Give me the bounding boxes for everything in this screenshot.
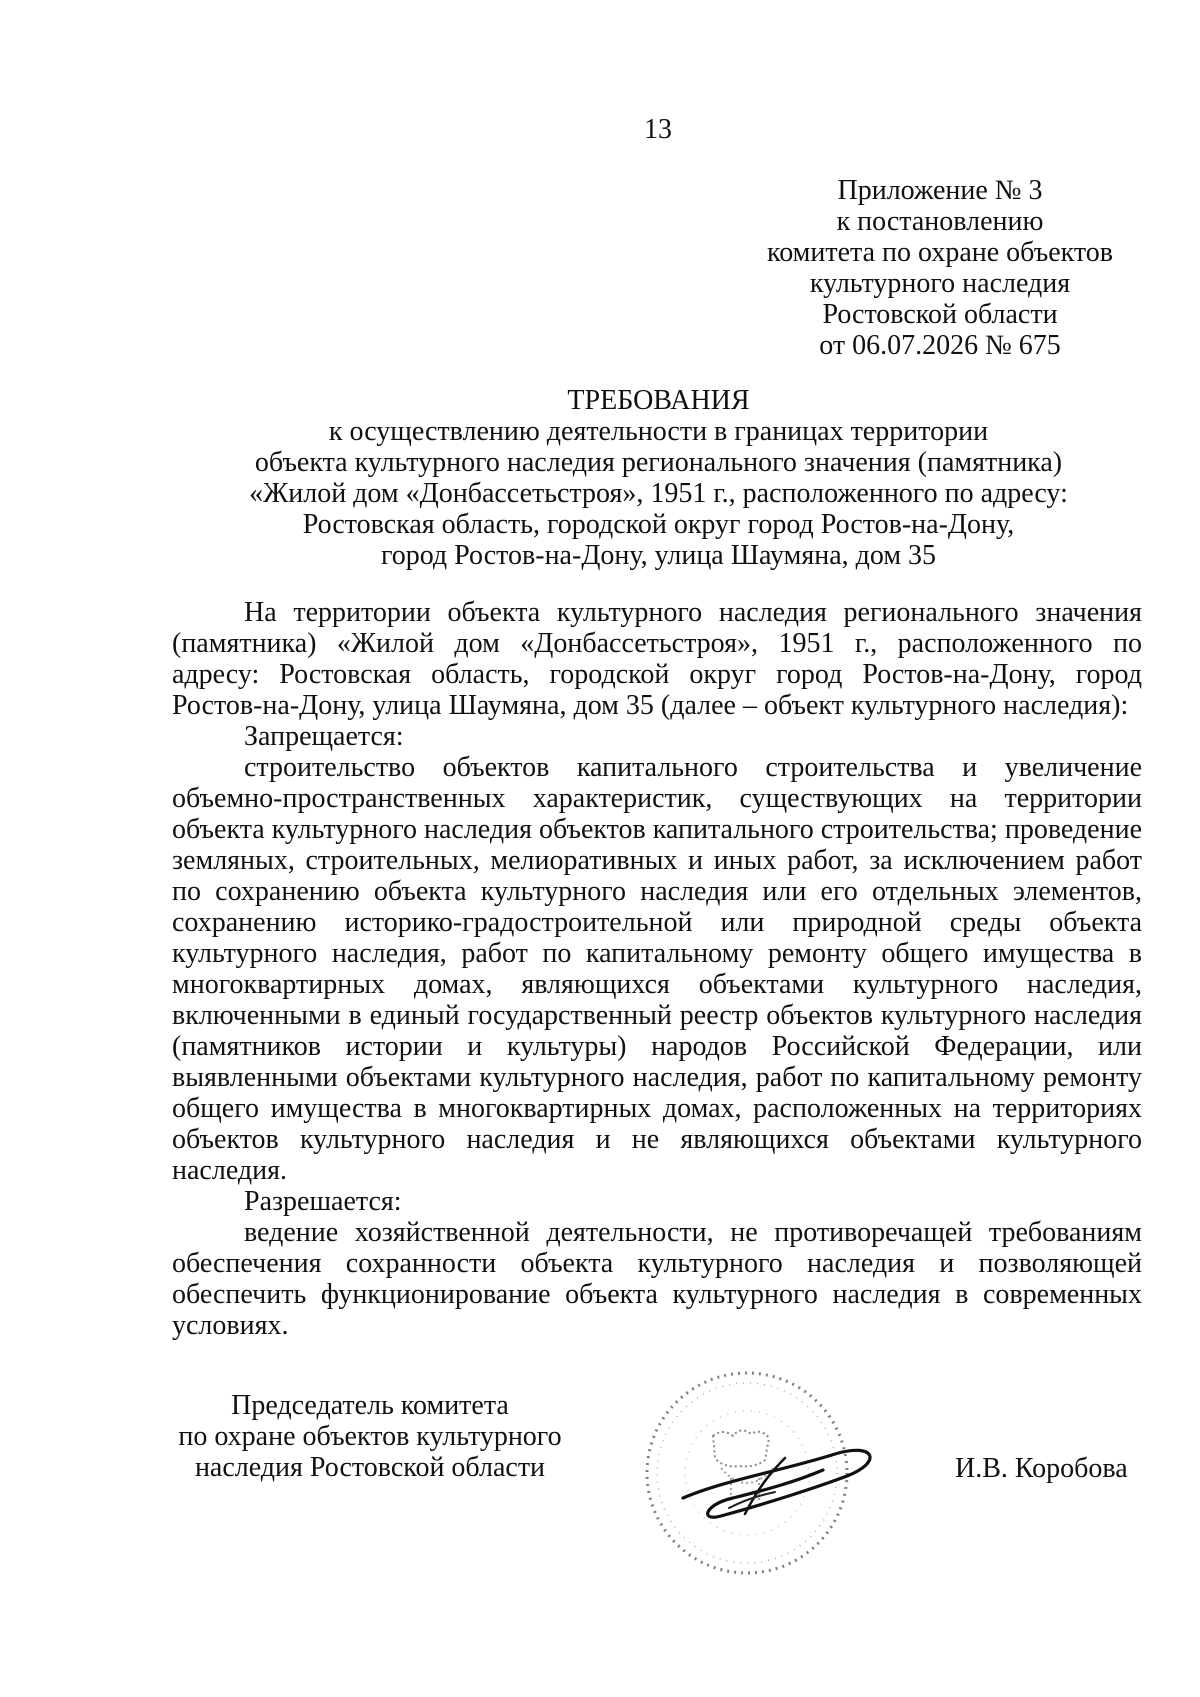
title-heading: ТРЕБОВАНИЯ: [567, 385, 750, 416]
page-number: 13: [644, 114, 672, 145]
document-body: [172, 597, 1142, 1341]
signatory-position: [140, 1390, 600, 1483]
handwritten-signature-icon: [683, 1450, 870, 1517]
body-paragraph: Запрещается:: [244, 721, 404, 752]
position-line: Председатель комитета: [231, 1390, 509, 1421]
title-line: объекта культурного наследия регионального значения (памятника): [254, 447, 1063, 478]
body-paragraph: На территории объекта культурного наследия регионального значения (памятника) «Жилой дом «Донбассетьстроя», 1951 г., расположенного по адресу: Ростовская область, городской округ город Ростов-на-Дону, город Ростов-на-Дону, улица Шаумяна, дом 35 (далее – объект культурного наследия):: [172, 597, 1142, 721]
appendix-line: от 06.07.2026 № 675: [819, 330, 1061, 361]
title-line: город Ростов-на-Дону, улица Шаумяна, дом 35: [380, 540, 937, 571]
body-paragraph: строительство объектов капитального строительства и увеличение объемно-пространственных характеристик, существующих на территории объекта культурного наследия объектов капитального строительства; проведение земляных, строительных, мелиоративных и иных работ, за исключением работ по сохранению объекта культурного наследия или его отдельных элементов, сохранению историко-градостроительной или природной среды объекта культурного наследия, работ по капитальному ремонту общего имущества в многоквартирных домах, являющихся объектами культурного наследия, включенными в единый государственный реестр объектов культурного наследия (памятников истории и культуры) народов Российской Федерации, или выявленными объектами культурного наследия, работ по капитальному ремонту общего имущества в многоквартирных домах, расположенных на территориях объектов культурного наследия и не являющихся объектами культурного наследия.: [172, 752, 1143, 1186]
seal-stamp-graphic: [635, 1358, 875, 1588]
appendix-line: Ростовской области: [822, 299, 1058, 330]
appendix-header: [740, 175, 1140, 361]
appendix-line: к постановлению: [836, 206, 1044, 237]
appendix-line: Приложение № 3: [837, 175, 1043, 206]
seal-stamp-icon: [635, 1358, 875, 1588]
body-paragraph: Разрешается:: [244, 1186, 402, 1217]
position-line: наследия Ростовской области: [194, 1452, 546, 1483]
document-title: [160, 385, 1157, 571]
signatory-name: И.В. Коробова: [955, 1453, 1128, 1484]
appendix-line: комитета по охране объектов: [767, 237, 1113, 268]
appendix-line: культурного наследия: [809, 268, 1071, 299]
title-line: «Жилой дом «Донбассетьстроя», 1951 г., расположенного по адресу:: [249, 478, 1068, 509]
body-paragraph: ведение хозяйственной деятельности, не противоречащей требованиям обеспечения сохранности объекта культурного наследия и позволяющей обеспечить функционирование объекта культурного наследия в современных условиях.: [172, 1217, 1142, 1341]
title-line: Ростовская область, городской округ город Ростов-на-Дону,: [302, 509, 1015, 540]
title-line: к осуществлению деятельности в границах территории: [328, 416, 989, 447]
position-line: по охране объектов культурного: [178, 1421, 562, 1452]
